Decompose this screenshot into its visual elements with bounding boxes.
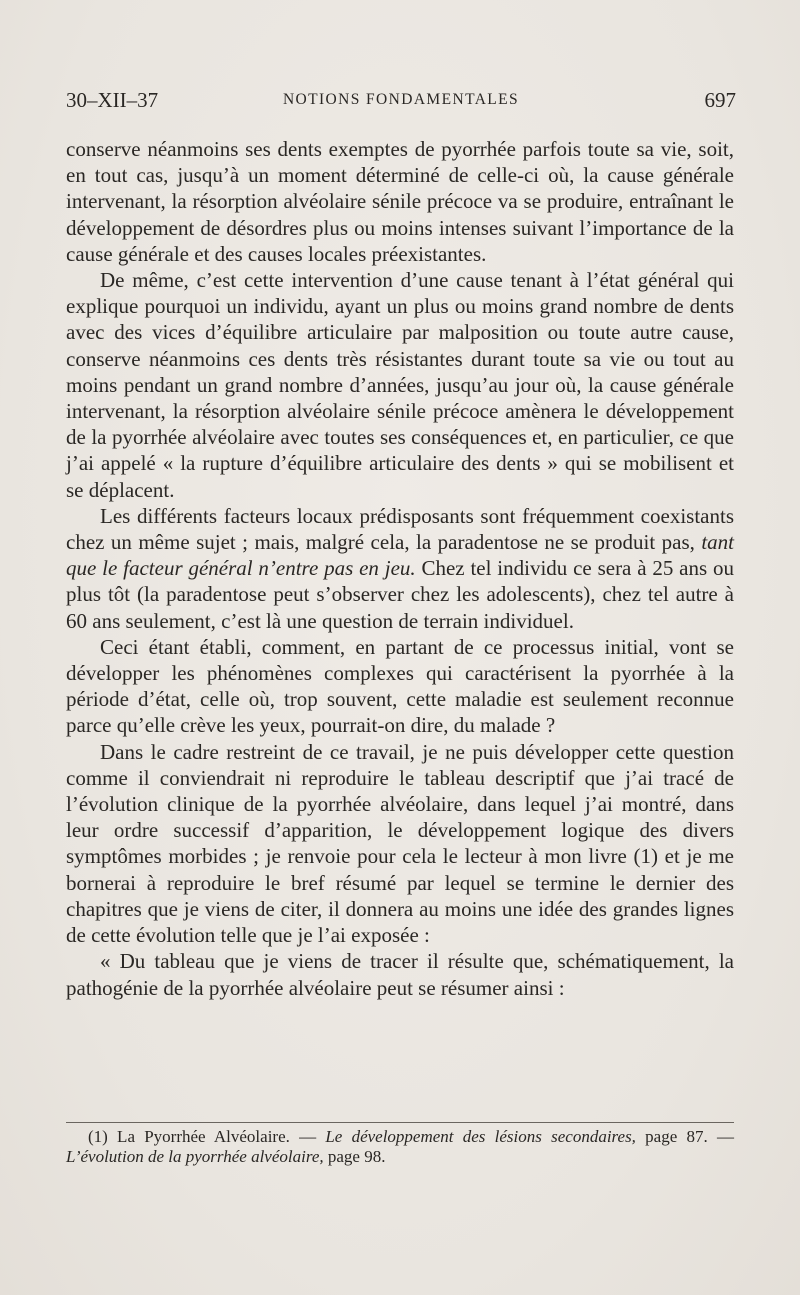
text-segment: Dans le cadre restreint de ce travail, je ne puis développer cette question comme il conviendrait ni reproduire le tableau descriptif que j’ai tracé de l’évolution clinique de la pyorrhée alvéolaire, dans lequel j’ai montré, dans leur ordre successif d’apparition, le développement logique des divers symptômes morbides ; je renvoie pour cela le lecteur à mon livre (1) et je me bornerai à reproduire le bref résumé par lequel se termine le dernier des chapitres que je viens de citer, il donnera au moins une idée des grandes lignes de cette évolution telle que je l’ai exposée : bbox=[66, 739, 734, 948]
body-text bbox=[66, 136, 734, 1001]
text-segment: De même, c’est cette intervention d’une cause tenant à l’état général qui explique pourquoi un individu, ayant un plus ou moins grand nombre de dents avec des vices d’équilibre articulaire par malposition ou toute autre cause, conserve néanmoins ces dents très résistantes durant toute sa vie ou tout au moins pendant un grand nombre d’années, jusqu’au jour où, la cause générale intervenant, la résorption alvéolaire sénile précoce amènera le développement de la pyorrhée alvéolaire avec toutes ses conséquences et, en particulier, ce que j’ai appelé « la rupture d’équilibre articulaire des dents » qui se mobilisent et se déplacent. bbox=[66, 268, 734, 502]
running-header bbox=[66, 86, 736, 114]
page-number: 697 bbox=[704, 88, 736, 112]
text-segment: « Du tableau que je viens de tracer il résulte que, schématiquement, la pathogénie de la pyorrhée alvéolaire peut se résumer ainsi : bbox=[66, 949, 734, 1000]
text-segment: Les différents facteurs locaux prédisposants sont fréquemment coexistants chez un même sujet ; mais, malgré cela, la paradentose ne se produit pas, bbox=[66, 503, 734, 555]
paragraph-p2 bbox=[66, 267, 734, 503]
text-segment: Chez tel individu ce sera à 25 ans ou plus tôt (la paradentose peut s’observer chez les adolescents), chez tel autre à 60 ans seulement, c’est là une question de terrain individuel. bbox=[66, 556, 734, 633]
paragraph-p5 bbox=[66, 739, 734, 949]
paragraph-p1 bbox=[66, 136, 734, 267]
italic-text: Le développement des lésions secondaires, bbox=[325, 1127, 636, 1146]
text-segment: page 87. — bbox=[635, 1127, 734, 1146]
paragraph-p4 bbox=[66, 634, 734, 739]
italic-text: tant que le facteur général n’entre pas en jeu. bbox=[66, 530, 734, 581]
paragraph-p3 bbox=[66, 503, 734, 634]
text-segment: conserve néanmoins ses dents exemptes de pyorrhée parfois toute sa vie, soit, en tout cas, jusqu’à un moment déterminé de celle-ci où, la cause générale intervenant, la résorption alvéolaire sénile précoce va se produire, entraînant le développement de désordres plus ou moins intenses suivant l’importance de la cause générale et des causes locales préexistantes. bbox=[66, 137, 734, 266]
text-segment: page 98. bbox=[323, 1147, 386, 1166]
header-title: NOTIONS FONDAMENTALES bbox=[282, 91, 520, 108]
text-segment: Ceci étant établi, comment, en partant de ce processus initial, vont se développer les phénomènes complexes qui caractérisent la pyorrhée à la période d’état, celle où, trop souvent, cette maladie est seulement reconnue parce qu’elle crève les yeux, pourrait-on dire, du malade ? bbox=[66, 634, 734, 738]
text-segment: (1) La Pyorrhée Alvéolaire. — bbox=[88, 1127, 326, 1146]
footnote bbox=[66, 1127, 734, 1167]
paragraph-p6 bbox=[66, 948, 734, 1000]
footnote-divider bbox=[66, 1122, 734, 1123]
italic-text: L’évolution de la pyorrhée alvéolaire, bbox=[66, 1147, 324, 1166]
header-date: 30–XII–37 bbox=[66, 88, 159, 112]
footnote-text bbox=[66, 1127, 734, 1167]
